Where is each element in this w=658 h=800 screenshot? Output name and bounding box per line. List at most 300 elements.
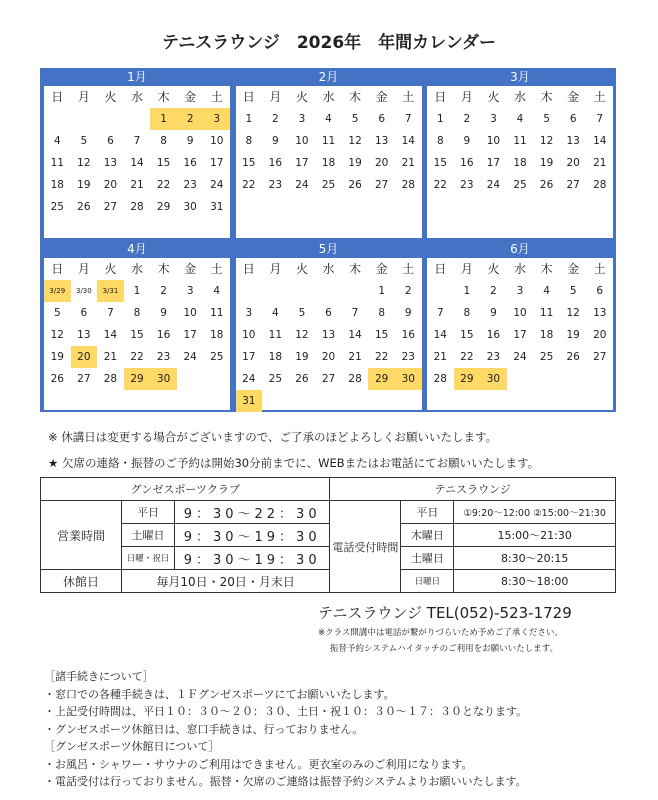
weekday-header: 月 [460,90,473,104]
day-cell: 17 [242,351,256,363]
day-cell: 25 [210,351,224,363]
weekday-label: 平日 [122,501,175,524]
day-cell: 30 [150,368,177,390]
day-cell: 30 [395,368,422,390]
weekday-header: 土 [593,262,606,276]
page-title: テニスラウンジ 2026年 年間カレンダー [161,33,497,53]
weekday-header: 日 [51,90,64,104]
day-cell: 19 [566,329,580,341]
weekday-header: 日 [434,90,447,104]
empty-cell [342,280,369,302]
weekday-header: 金 [184,90,197,104]
day-cell: 17 [295,157,309,169]
month-4 [42,240,232,410]
day-cell: 7 [404,113,412,125]
weekday-header: 水 [322,262,335,276]
day-cell: 25 [268,373,283,385]
day-cell: 6 [378,113,386,125]
day-cell: 10 [295,135,309,147]
day-cell: 11 [539,307,554,319]
week-row [427,324,613,346]
day-cell: 22 [374,351,389,363]
day-cell: 18 [513,157,527,169]
calendar-grid [40,68,616,412]
day-cell: 6 [569,113,577,125]
empty-cell [203,368,230,390]
day-cell: 4 [53,135,61,147]
day-cell: 2 [177,108,204,130]
week-row [236,346,422,368]
empty-cell [262,280,289,302]
day-cell: 3 [298,113,306,125]
day-cell: 25 [539,351,554,363]
day-cell: 15 [130,329,144,341]
week-row [427,302,613,324]
day-cell: 19 [295,351,309,363]
day-cell: 28 [401,179,415,191]
month-label: 3月 [510,70,530,84]
week-row [427,346,613,368]
empty-cell [177,368,204,390]
contact-tel: テニスラウンジ TEL(052)-523-1729 [318,604,572,622]
day-cell: 28 [130,201,144,213]
day-cell: 20 [71,346,98,368]
day-cell: 23 [268,179,283,191]
day-cell: 4 [272,307,279,319]
weekday-header: 金 [375,262,388,276]
saturday-label: 土曜日 [122,524,175,547]
day-cell: 8 [378,307,386,319]
week-row [236,368,422,390]
day-cell: 15 [460,329,474,341]
weekday-header: 月 [77,90,90,104]
procedure-line: ・グンゼスポーツ休館日は、窓口手続きは、行っておりません。 [44,722,364,736]
day-cell: 23 [183,179,197,191]
weekday-header: 金 [567,262,580,276]
procedure-line: ［諸手続きについて］ [44,670,154,683]
day-cell: 21 [130,179,144,191]
day-cell: 26 [295,373,309,385]
day-cell: 12 [566,307,580,319]
day-cell: 19 [77,179,91,191]
day-cell: 22 [242,179,256,191]
day-cell: 29 [368,368,395,390]
day-cell: 20 [566,157,580,169]
week-row [44,174,230,196]
weekday-header: 火 [104,90,117,104]
day-cell: 21 [593,157,607,169]
weekday-header: 土 [402,90,415,104]
day-cell: 11 [268,329,283,341]
day-cell: 19 [348,157,362,169]
month-6 [425,240,615,410]
tennis-thursday-hours: 15:00～21:30 [454,524,616,547]
week-row [427,152,613,174]
day-cell: 4 [325,113,332,125]
day-cell: 18 [50,179,64,191]
day-cell: 16 [401,329,415,341]
day-cell: 14 [401,135,415,147]
weekday-header: 火 [487,90,500,104]
month-label: 5月 [318,242,339,256]
gunze-sunday-hours: 9：30～19：30 [175,547,330,570]
day-cell: 24 [242,373,256,385]
day-cell: 16 [460,157,474,169]
day-cell: 2 [160,285,167,297]
day-cell: 3/31 [97,280,124,302]
weekday-header: 火 [295,262,308,276]
week-row [44,130,230,152]
weekday-header: 金 [375,90,388,104]
day-cell: 14 [433,329,447,341]
day-cell: 17 [513,329,527,341]
day-cell: 14 [130,157,144,169]
weekday-header: 月 [77,262,90,276]
week-row [427,368,613,390]
week-row [427,280,613,302]
month-2 [234,68,424,238]
day-cell: 12 [295,329,309,341]
procedure-line: ・お風呂・シャワー・サウナのご利用はできません。更衣室のみのご利用になります。 [44,757,473,771]
day-cell: 11 [513,135,527,147]
week-row [236,152,422,174]
week-row [236,174,422,196]
day-cell: 17 [486,157,501,169]
empty-cell [97,108,124,130]
day-cell: 12 [77,157,91,169]
week-row [236,324,422,346]
day-cell: 26 [539,179,554,191]
week-row [236,390,422,412]
day-cell: 22 [433,179,447,191]
day-cell: 24 [210,179,224,191]
gunze-saturday-hours: 9：30～19：30 [175,524,330,547]
weekday-header: 木 [157,262,170,276]
day-cell: 27 [77,373,91,385]
day-cell: 29 [156,201,171,213]
day-cell: 10 [183,307,197,319]
weekday-header: 日 [434,262,447,276]
day-cell: 24 [513,351,527,363]
day-cell: 4 [516,113,524,125]
day-cell: 30 [183,201,197,213]
day-cell: 7 [436,307,444,319]
day-cell: 12 [50,329,64,341]
day-cell: 13 [321,329,336,341]
day-cell: 2 [490,285,497,297]
empty-cell [395,390,422,412]
day-cell: 24 [486,179,501,191]
day-cell: 13 [77,329,91,341]
week-row [44,280,230,302]
day-cell: 17 [210,157,224,169]
closed-days: 毎月10日・20日・月末日 [122,570,330,593]
day-cell: 23 [460,179,474,191]
weekday-header: 木 [540,90,553,104]
tennis-saturday-hours: 8:30～20:15 [454,547,616,570]
empty-cell [71,108,98,130]
day-cell: 31 [236,390,263,412]
day-cell: 20 [321,351,336,363]
note-holiday: ※ 休講日は変更する場合がございますので、ご了承のほどよろしくお願いいたします。 [48,430,498,444]
empty-cell [262,390,289,412]
day-cell: 26 [566,351,580,363]
thursday-label: 木曜日 [401,524,454,547]
day-cell: 15 [433,157,447,169]
empty-cell [586,368,613,390]
day-cell: 26 [348,179,362,191]
day-cell: 7 [596,113,604,125]
day-cell: 6 [107,135,114,147]
day-cell: 23 [156,351,171,363]
day-cell: 4 [543,285,550,297]
day-cell: 6 [325,307,332,319]
tennis-header: テニスラウンジ [330,478,616,501]
month-label: 2月 [318,70,339,84]
day-cell: 3/29 [44,280,71,302]
weekday-header: 水 [514,262,527,276]
empty-cell [289,390,316,412]
weekday-label: 平日 [401,501,454,524]
empty-cell [236,280,263,302]
day-cell: 22 [460,351,474,363]
day-cell: 5 [569,285,577,297]
weekday-header: 土 [210,90,223,104]
hours-table [40,477,616,593]
day-cell: 2 [463,113,471,125]
weekday-header: 木 [157,90,170,104]
day-cell: 1 [245,113,253,125]
day-cell: 7 [133,135,141,147]
day-cell: 25 [321,179,336,191]
empty-cell [289,280,316,302]
day-cell: 24 [183,351,197,363]
day-cell: 28 [103,373,118,385]
day-cell: 21 [348,351,362,363]
day-cell: 5 [543,113,550,125]
month-label: 1月 [127,70,147,84]
weekday-header: 水 [514,90,527,104]
day-cell: 31 [210,201,224,213]
closed-label: 休館日 [41,570,122,593]
saturday-label: 土曜日 [401,547,454,570]
day-cell: 20 [103,179,118,191]
day-cell: 29 [454,368,481,390]
day-cell: 3 [490,113,497,125]
day-cell: 19 [539,157,554,169]
day-cell: 14 [348,329,362,341]
week-row [44,346,230,368]
weekday-header: 水 [322,90,335,104]
day-cell: 1 [378,285,386,297]
sunday-label: 日曜日 [401,570,454,593]
day-cell: 17 [183,329,197,341]
day-cell: 1 [133,285,141,297]
weekday-header: 金 [567,90,580,104]
weekday-header: 日 [51,262,64,276]
day-cell: 18 [321,157,336,169]
day-cell: 16 [486,329,501,341]
day-cell: 16 [156,329,171,341]
week-row [44,302,230,324]
procedure-line: ・上記受付時間は、平日１０：３０～２０：３０、土日・祝１０：３０～１７：３０となります。 [44,705,528,718]
day-cell: 29 [124,368,151,390]
day-cell: 27 [566,179,580,191]
week-row [236,302,422,324]
weekday-header: 木 [540,262,553,276]
day-cell: 5 [298,307,306,319]
week-row [44,368,230,390]
empty-cell [44,108,71,130]
day-cell: 23 [486,351,501,363]
tennis-weekday-hours: ①9:20～12:00 ②15:00～21:30 [454,501,616,524]
day-cell: 13 [593,307,607,319]
day-cell: 18 [539,329,554,341]
day-cell: 5 [351,113,359,125]
day-cell: 2 [404,285,412,297]
empty-cell [342,390,369,412]
day-cell: 13 [566,135,580,147]
day-cell: 18 [268,351,283,363]
day-cell: 1 [436,113,444,125]
day-cell: 28 [433,373,447,385]
day-cell: 8 [245,135,253,147]
day-cell: 22 [130,351,144,363]
day-cell: 25 [513,179,527,191]
day-cell: 3 [516,285,524,297]
week-row [236,130,422,152]
weekday-header: 金 [184,262,197,276]
day-cell: 12 [348,135,362,147]
day-cell: 11 [50,157,64,169]
day-cell: 10 [513,307,527,319]
day-cell: 9 [463,135,471,147]
day-cell: 27 [321,373,336,385]
day-cell: 26 [50,373,64,385]
day-cell: 9 [272,135,279,147]
gunze-header: グンゼスポーツクラブ [41,478,330,501]
day-cell: 21 [103,351,118,363]
weekday-header: 木 [349,90,362,104]
weekday-header: 火 [104,262,117,276]
week-row [44,324,230,346]
day-cell: 22 [156,179,171,191]
contact-note-1: ※クラス開講中は電話が繋がりづらいため予めご了承ください。 [318,628,563,638]
day-cell: 20 [374,157,389,169]
weekday-header: 月 [269,262,282,276]
empty-cell [315,390,342,412]
gunze-weekday-hours: 9：30～22：30 [175,501,330,524]
day-cell: 8 [160,135,167,147]
weekday-header: 月 [460,262,473,276]
day-cell: 16 [268,157,283,169]
day-cell: 16 [183,157,197,169]
weekday-header: 日 [242,262,255,276]
weekday-header: 水 [131,90,144,104]
week-row [427,108,613,130]
month-1 [42,68,232,238]
weekday-header: 火 [295,90,308,104]
weekday-header: 土 [402,262,415,276]
day-cell: 15 [156,157,171,169]
procedure-line: ［グンゼスポーツ休館日について］ [44,740,220,753]
week-row [236,108,422,130]
week-row [427,130,613,152]
day-cell: 20 [593,329,607,341]
procedure-line: ・窓口での各種手続きは、１Ｆグンゼスポーツにてお願いいたします。 [44,687,395,701]
day-cell: 30 [480,368,507,390]
empty-cell [124,108,151,130]
day-cell: 4 [213,285,221,297]
business-hours-label: 営業時間 [41,501,122,570]
tennis-sunday-hours: 8:30～18:00 [454,570,616,593]
weekday-header: 土 [210,262,223,276]
empty-cell [315,280,342,302]
day-cell: 10 [210,135,224,147]
day-cell: 8 [133,307,141,319]
weekday-header: 月 [269,90,282,104]
sunday-holiday-label: 日曜・祝日 [122,547,175,570]
procedure-line: ・電話受付は行っておりません。振替・欠席のご連絡は振替予約システムよりお願いいたします。 [44,775,527,788]
contact-note-2: 振替予約システムハイタッチのご利用をお願いいたします。 [330,644,558,654]
week-row [44,152,230,174]
note-absence: ★ 欠席の連絡・振替のご予約は開始30分前までに、WEBまたはお電話にてお願いいたします。 [48,456,540,470]
day-cell: 12 [539,135,554,147]
week-row [236,280,422,302]
day-cell: 11 [210,307,224,319]
empty-cell [368,390,395,412]
day-cell: 7 [351,307,359,319]
day-cell: 9 [404,307,412,319]
week-row [44,196,230,218]
month-5 [234,240,424,410]
day-cell: 2 [272,113,279,125]
empty-cell [533,368,560,390]
weekday-header: 火 [487,262,500,276]
day-cell: 10 [486,135,501,147]
weekday-header: 日 [242,90,255,104]
weekday-header: 土 [593,90,606,104]
day-cell: 9 [160,307,167,319]
day-cell: 9 [490,307,497,319]
day-cell: 6 [596,285,604,297]
month-label: 6月 [510,242,530,256]
day-cell: 18 [210,329,224,341]
empty-cell [507,368,534,390]
day-cell: 1 [463,285,471,297]
day-cell: 3/30 [76,287,92,295]
day-cell: 21 [433,351,447,363]
day-cell: 8 [436,135,444,147]
day-cell: 8 [463,307,471,319]
day-cell: 6 [80,307,88,319]
day-cell: 21 [401,157,415,169]
weekday-header: 木 [349,262,362,276]
day-cell: 13 [103,157,118,169]
day-cell: 24 [295,179,309,191]
day-cell: 19 [50,351,64,363]
procedures-list [44,668,527,791]
day-cell: 23 [401,351,415,363]
weekday-header: 水 [131,262,144,276]
day-cell: 3 [245,307,253,319]
day-cell: 27 [374,179,389,191]
day-cell: 28 [348,373,362,385]
day-cell: 27 [593,351,607,363]
day-cell: 7 [107,307,114,319]
day-cell: 3 [186,285,194,297]
empty-cell [560,368,587,390]
